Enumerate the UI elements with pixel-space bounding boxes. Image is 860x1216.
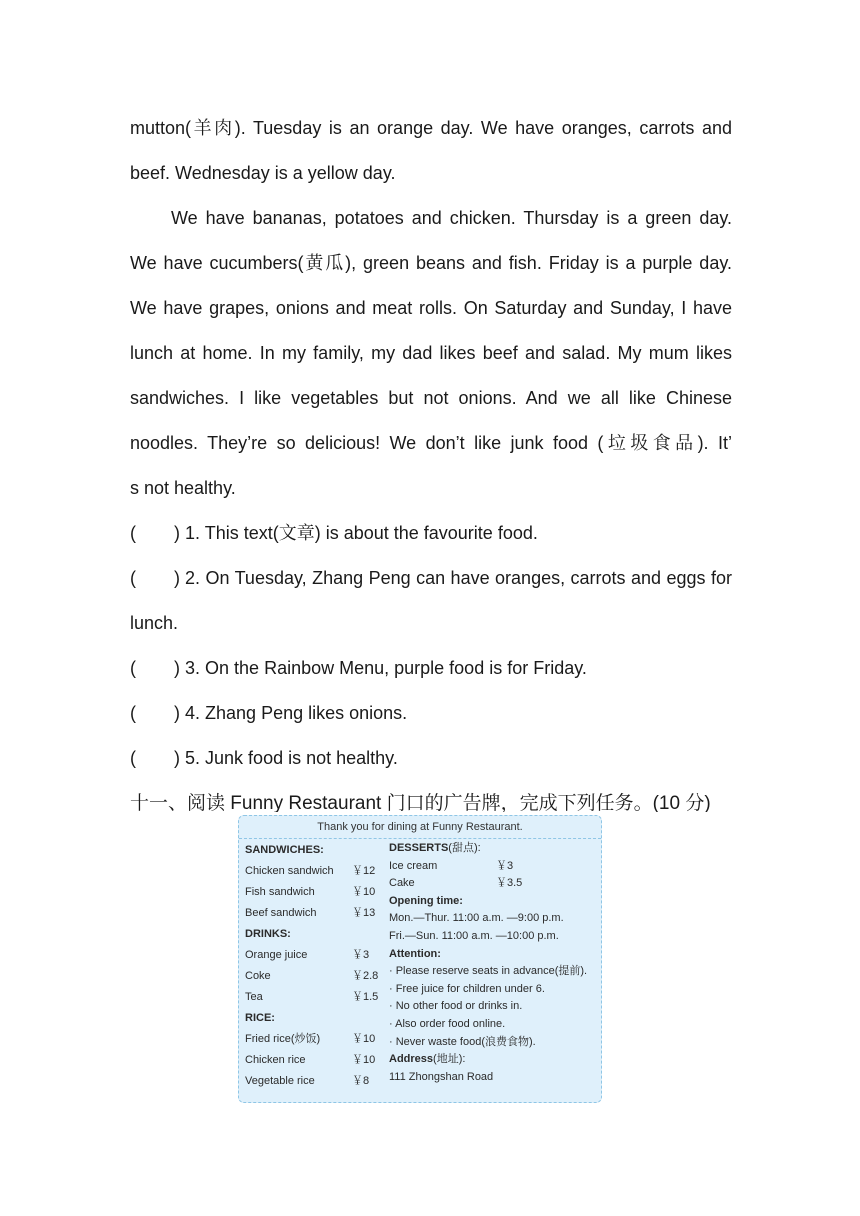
menu-item [245, 903, 385, 924]
menu-column-left [245, 840, 385, 1092]
info-header-label: DESSERTS [389, 842, 449, 854]
menu-item [389, 858, 599, 876]
answer-blank-close: ) [174, 658, 180, 678]
answer-blank-close: ) [174, 748, 180, 768]
info-line [389, 963, 599, 981]
question-1 [130, 521, 538, 545]
question-2 [130, 566, 732, 590]
passage-line: beef. Wednesday is a yellow day. [130, 163, 396, 183]
answer-blank-open[interactable]: ( [130, 568, 136, 588]
question-text: 3. On the Rainbow Menu, purple food is for Friday. [185, 658, 587, 678]
info-header-suffix: (甜点): [448, 842, 481, 854]
info-header-label: Address [389, 1053, 434, 1066]
info-line [389, 981, 599, 999]
info-header-label: Attention: [389, 947, 441, 960]
menu-item [389, 875, 599, 893]
info-text: Fri.—Sun. 11:00 a.m. —10:00 p.m. [389, 929, 559, 942]
answer-blank-open[interactable]: ( [130, 703, 136, 723]
info-header [389, 893, 599, 911]
section-title: 十一、阅读 Funny Restaurant 门口的广告牌，完成下列任务。(10 分) [130, 793, 711, 812]
question-text: 1. This text(文章) is about the favourite food. [185, 523, 538, 543]
question-text: lunch. [130, 613, 179, 633]
info-line [389, 998, 599, 1016]
menu-category-header [245, 840, 385, 861]
menu-item-price: ￥3.5 [496, 877, 523, 890]
menu-item-label: Vegetable rice [245, 1075, 315, 1087]
info-text: · Never waste food(浪费食物). [389, 1035, 536, 1048]
menu-item [245, 966, 385, 987]
info-text: · Also order food online. [389, 1017, 506, 1030]
menu-item-price: ￥10 [352, 886, 376, 898]
menu-item-price: ￥8 [352, 1075, 370, 1087]
passage-line: sandwiches. I like vegetables but not onions. And we all like Chinese [130, 388, 732, 408]
info-line [389, 910, 599, 928]
question-3 [130, 656, 587, 680]
info-text: 111 Zhongshan Road [389, 1070, 494, 1083]
sign-title: Thank you for dining at Funny Restaurant. [239, 816, 601, 839]
info-header-label: Opening time: [389, 894, 463, 907]
info-text: · No other food or drinks in. [389, 1000, 523, 1013]
menu-item [245, 882, 385, 903]
answer-blank-close: ) [174, 703, 180, 723]
info-line [389, 1069, 599, 1087]
menu-item-price: ￥3 [496, 859, 514, 872]
menu-item-price: ￥12 [352, 865, 376, 877]
info-header [389, 840, 599, 858]
passage-line: s not healthy. [130, 478, 236, 498]
menu-item [245, 987, 385, 1008]
info-text: · Please reserve seats in advance(提前). [389, 965, 588, 978]
question-4 [130, 701, 407, 725]
answer-blank-open[interactable]: ( [130, 748, 136, 768]
menu-item [245, 861, 385, 882]
menu-item-label: Fish sandwich [245, 886, 315, 898]
question-text: 2. On Tuesday, Zhang Peng can have oranges, carrots and eggs for [185, 568, 732, 588]
menu-item [245, 945, 385, 966]
restaurant-sign [238, 815, 602, 1103]
menu-category-header [245, 1008, 385, 1029]
question-text: 5. Junk food is not healthy. [185, 748, 398, 768]
menu-item-label: Tea [245, 991, 263, 1003]
menu-item-price: ￥13 [352, 907, 376, 919]
question-text: 4. Zhang Peng likes onions. [185, 703, 408, 723]
info-text: · Free juice for children under 6. [389, 982, 545, 995]
menu-item [245, 1071, 385, 1092]
passage-line: noodles. They’re so delicious! We don’t like junk food (垃圾食品). It’ [130, 433, 732, 453]
question-5 [130, 746, 398, 770]
menu-item-price: ￥10 [352, 1033, 376, 1045]
menu-item-price: ￥2.8 [352, 970, 379, 982]
menu-item-label: Coke [245, 970, 271, 982]
info-line [389, 928, 599, 946]
menu-item [245, 1029, 385, 1050]
answer-blank-open[interactable]: ( [130, 523, 136, 543]
menu-item-price: ￥3 [352, 949, 370, 961]
info-text: Mon.—Thur. 11:00 a.m. —9:00 p.m. [389, 912, 564, 925]
info-header [389, 1051, 599, 1069]
menu-category-header [245, 924, 385, 945]
answer-blank-open[interactable]: ( [130, 658, 136, 678]
answer-blank-close: ) [174, 523, 180, 543]
info-line [389, 1016, 599, 1034]
menu-item-price: ￥1.5 [352, 991, 379, 1003]
menu-item-label: Fried rice(炒饭) [245, 1033, 321, 1045]
info-header-suffix: (地址): [433, 1053, 466, 1066]
menu-item [245, 1050, 385, 1071]
menu-item-label: Chicken sandwich [245, 865, 334, 877]
passage-line: lunch at home. In my family, my dad likes beef and salad. My mum likes [130, 343, 732, 363]
menu-item-label: Chicken rice [245, 1054, 306, 1066]
menu-item-label: SANDWICHES: [245, 844, 324, 856]
menu-item-label: DRINKS: [245, 928, 291, 940]
menu-item-label: Orange juice [245, 949, 308, 961]
info-line [389, 1034, 599, 1052]
passage-line: mutton(羊肉). Tuesday is an orange day. We have oranges, carrots and [130, 118, 732, 138]
answer-blank-close: ) [174, 568, 180, 588]
passage-line: We have grapes, onions and meat rolls. On Saturday and Sunday, I have [130, 298, 732, 318]
menu-item-label: Ice cream [389, 859, 438, 872]
menu-item-price: ￥10 [352, 1054, 376, 1066]
menu-item-label: Beef sandwich [245, 907, 317, 919]
info-header [389, 946, 599, 964]
menu-item-label: RICE: [245, 1012, 275, 1024]
passage-line: We have cucumbers(黄瓜), green beans and fish. Friday is a purple day. [130, 253, 732, 273]
question-2-continued [130, 611, 178, 635]
menu-column-right [389, 840, 599, 1086]
passage-line: We have bananas, potatoes and chicken. Thursday is a green day. [171, 208, 732, 228]
menu-item-label: Cake [389, 877, 415, 890]
